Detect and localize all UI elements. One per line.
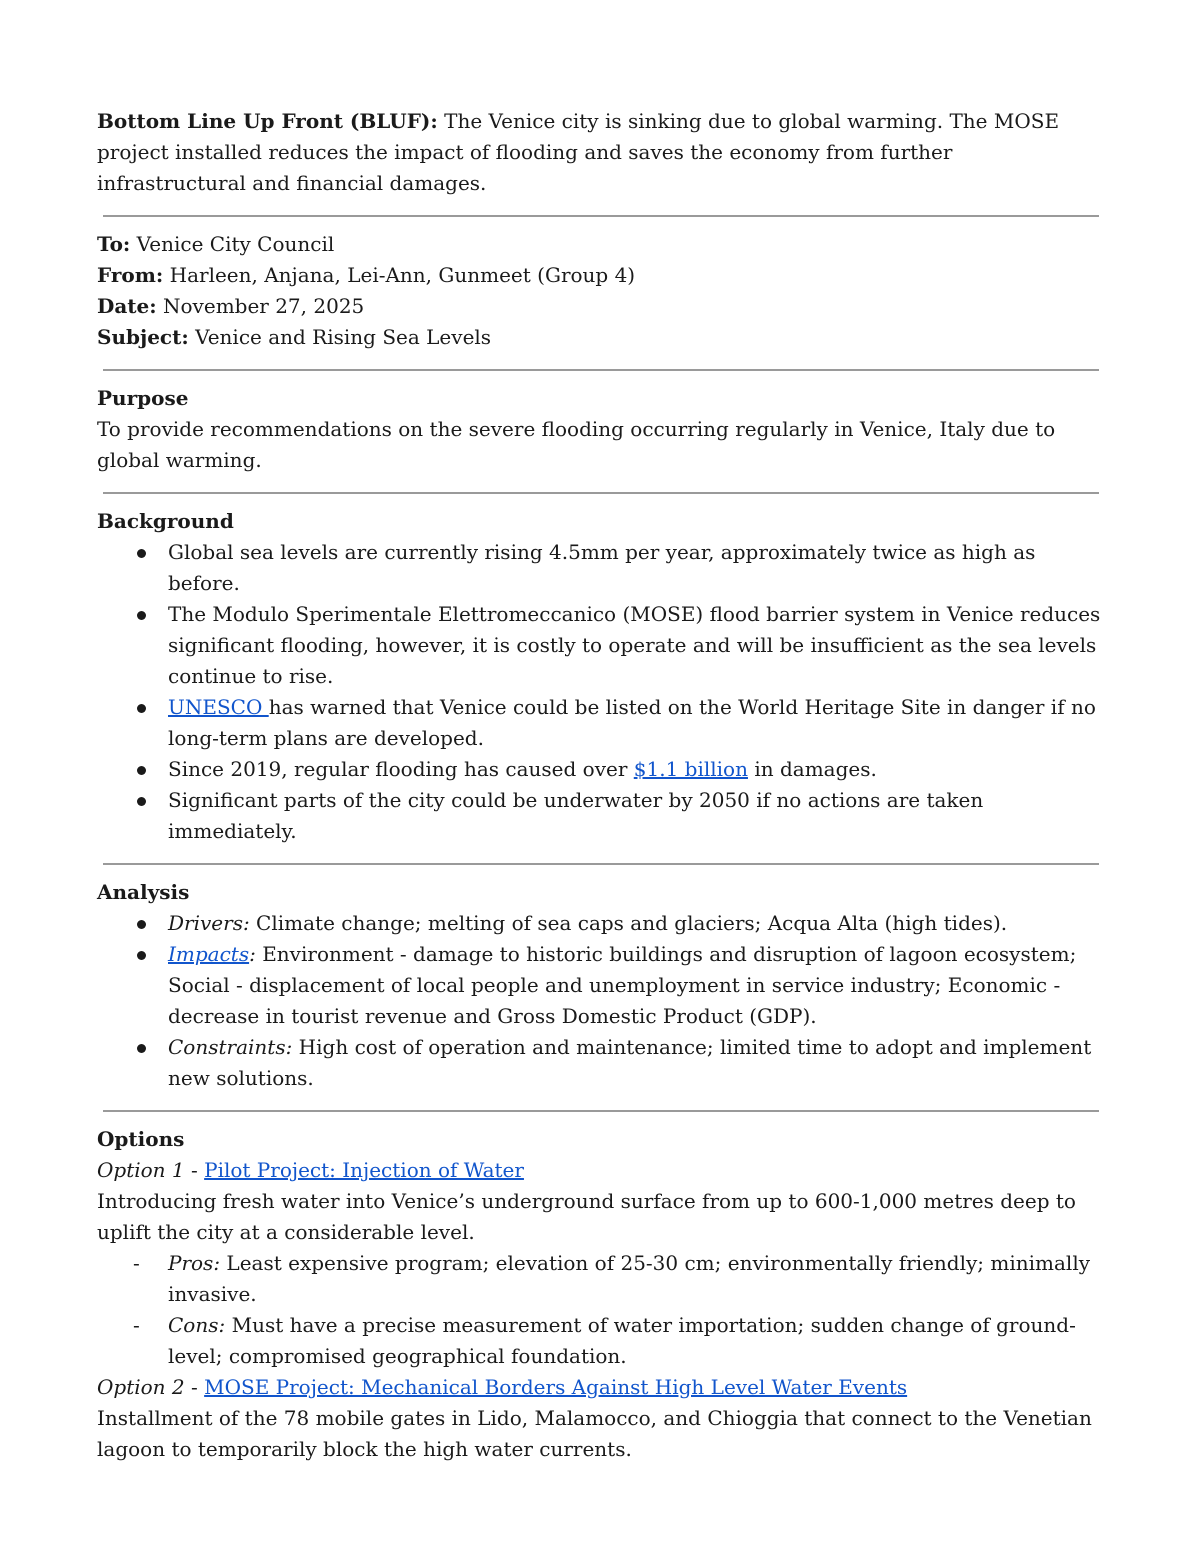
impacts-colon: :	[249, 942, 256, 966]
background-list	[97, 537, 1103, 847]
purpose-heading: Purpose	[97, 386, 189, 410]
to-value: Venice City Council	[130, 232, 335, 256]
divider	[103, 863, 1099, 865]
options-section	[97, 1124, 1103, 1465]
unesco-link[interactable]: UNESCO	[168, 695, 269, 719]
background-item-2: The Modulo Sperimentale Elettromeccanico (MOSE) flood barrier system in Venice reduces significant flooding, however, it is costly to operate and will be insufficient as the sea levels continue to rise.	[168, 602, 1101, 688]
from-value: Harleen, Anjana, Lei-Ann, Gunmeet (Group 4)	[163, 263, 636, 287]
constraints-text: High cost of operation and maintenance; limited time to adopt and implement new solutions.	[168, 1035, 1092, 1090]
option-2-description: Installment of the 78 mobile gates in Lido, Malamocco, and Chioggia that connect to the Venetian lagoon to temporarily block the high water currents.	[97, 1406, 1092, 1461]
list-item	[97, 939, 1103, 1032]
analysis-section	[97, 877, 1103, 1094]
option-2-sep: -	[184, 1375, 205, 1399]
background-item-3: has warned that Venice could be listed on the World Heritage Site in danger if no long-term plans are developed.	[168, 695, 1096, 750]
memo-subject	[97, 322, 1103, 353]
date-value: November 27, 2025	[156, 294, 365, 318]
list-item	[97, 754, 1103, 785]
impacts-link[interactable]: Impacts	[168, 942, 250, 966]
list-item	[97, 1248, 1103, 1310]
cons-text: Must have a precise measurement of water importation; sudden change of ground-level; compromised geographical foundation.	[168, 1313, 1076, 1368]
divider	[103, 369, 1099, 371]
subject-label: Subject:	[97, 325, 189, 349]
from-label: From:	[97, 263, 164, 287]
list-item	[97, 599, 1103, 692]
options-heading: Options	[97, 1127, 185, 1151]
memo-header	[97, 229, 1103, 353]
list-item	[97, 908, 1103, 939]
background-section	[97, 506, 1103, 847]
pros-text: Least expensive program; elevation of 25-30 cm; environmentally friendly; minimally invasive.	[168, 1251, 1091, 1306]
divider	[103, 215, 1099, 217]
cons-label: Cons:	[168, 1313, 226, 1337]
list-item	[97, 785, 1103, 847]
memo-date	[97, 291, 1103, 322]
damages-link[interactable]: $1.1 billion	[633, 757, 748, 781]
drivers-text: Climate change; melting of sea caps and glaciers; Acqua Alta (high tides).	[249, 911, 1008, 935]
background-item-5: Significant parts of the city could be underwater by 2050 if no actions are taken immediately.	[168, 788, 984, 843]
to-label: To:	[97, 232, 131, 256]
option-1-label: Option 1	[97, 1158, 185, 1182]
subject-value: Venice and Rising Sea Levels	[188, 325, 492, 349]
constraints-label: Constraints:	[168, 1035, 293, 1059]
divider	[103, 1110, 1099, 1112]
list-item	[97, 692, 1103, 754]
background-heading: Background	[97, 509, 234, 533]
drivers-label: Drivers:	[168, 911, 250, 935]
option-1-link[interactable]: Pilot Project: Injection of Water	[204, 1158, 524, 1182]
list-item	[97, 1032, 1103, 1094]
option-2-label: Option 2	[97, 1375, 185, 1399]
impacts-text: Environment - damage to historic buildings and disruption of lagoon ecosystem; Social - displacement of local people and unemployment in service industry; Economic - decrease in tourist revenue and Gross Domestic Product (GDP).	[168, 942, 1077, 1028]
analysis-list	[97, 908, 1103, 1094]
option-1-description: Introducing fresh water into Venice’s underground surface from up to 600-1,000 metres deep to uplift the city at a considerable level.	[97, 1189, 1076, 1244]
pros-label: Pros:	[168, 1251, 221, 1275]
option-2-link[interactable]: MOSE Project: Mechanical Borders Against High Level Water Events	[204, 1375, 908, 1399]
date-label: Date:	[97, 294, 157, 318]
background-item-4-post: in damages.	[747, 757, 877, 781]
background-item-4-pre: Since 2019, regular flooding has caused over	[168, 757, 634, 781]
list-item	[97, 537, 1103, 599]
bluf-text: The Venice city is sinking due to global warming. The MOSE project installed reduces the impact of flooding and saves the economy from further infrastructural and financial damages.	[97, 109, 1060, 195]
divider	[103, 492, 1099, 494]
option-1-sep: -	[184, 1158, 205, 1182]
analysis-heading: Analysis	[97, 880, 190, 904]
purpose-text: To provide recommendations on the severe flooding occurring regularly in Venice, Italy due to global warming.	[97, 417, 1056, 472]
purpose-section	[97, 383, 1103, 476]
memo-to	[97, 229, 1103, 260]
memo-document	[97, 106, 1103, 1465]
option-2-title	[97, 1372, 1103, 1403]
option-1-title	[97, 1155, 1103, 1186]
list-item	[97, 1310, 1103, 1372]
bluf-label: Bottom Line Up Front (BLUF):	[97, 109, 438, 133]
bluf-paragraph	[97, 106, 1103, 199]
memo-from	[97, 260, 1103, 291]
option-1-list	[97, 1248, 1103, 1372]
background-item-1: Global sea levels are currently rising 4.5mm per year, approximately twice as high as before.	[168, 540, 1036, 595]
